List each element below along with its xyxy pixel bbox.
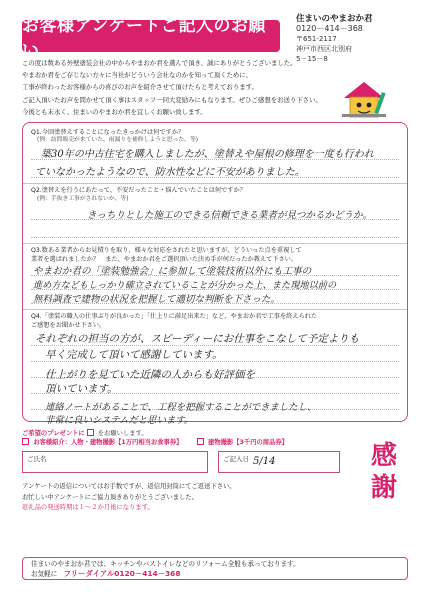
present-section: [22, 429, 288, 447]
page-title: お客様アンケートご記入のお願い: [22, 20, 280, 52]
footer-text: 住まいのやまおか君では、キッチンやバストイレなどのリフォーム全般も承っております。: [31, 560, 300, 568]
thanks-stamp: [360, 440, 408, 504]
question-3: Q3.数ある業者からお見積りを取り、様々な対応をされたと思いますが、どういった点を重視して: [31, 247, 302, 254]
answer-2-line-1: きっちりとした施工のできる信頼できる業者が見つかるかどうか。: [87, 210, 373, 221]
note-line: アンケートの返信についてはお手数ですが、返信用封筒にてご返送下さい。: [22, 483, 236, 490]
question-2-hint: (例：手抜き工事がされないか、等): [37, 196, 129, 202]
mascot-icon: [338, 76, 390, 122]
company-postal: 〒651-2117: [296, 35, 337, 43]
answer-3-line-1: やまおか君の「塗装勉強会」に参加して塗装技術以外にも工事の: [33, 266, 312, 277]
intro-text: [22, 57, 334, 118]
footer-banner: [22, 557, 408, 580]
present-check-suffix: をお願いします。: [97, 430, 148, 437]
question-2: Q2.塗替えを行うにあたって、不安だったこと・悩んでいたことは何ですか？: [31, 187, 246, 194]
thanks-char-1: 感: [370, 441, 397, 471]
intro-line: この度は数ある外壁塗装会社の中からやまおか君を選んで頂き、誠にありがとうございました。: [22, 59, 297, 67]
checkbox-icon: [87, 429, 94, 436]
date-field[interactable]: [218, 451, 340, 473]
name-label: ご氏名: [27, 455, 47, 463]
footer-second: お気軽に: [31, 570, 58, 578]
answer-4-line-5: 連絡ノートがあることで、工程を把握することができましたし、: [45, 402, 317, 413]
answer-4-line-3: 仕上がりを見ていた近隣の人からも好評価を: [45, 369, 255, 381]
intro-line: ご記入頂いたお声を間かせて頂く事はスタッフ一同大変励みにもなります。ぜひご感想をお送り下さい。: [22, 95, 322, 104]
intro-line: やまおか君をご存じない方々に当社がどういう会社なのかを知って頂くために、: [22, 71, 253, 80]
name-field[interactable]: [22, 451, 208, 473]
date-label: ご記入日: [223, 455, 249, 463]
question-4-cont: ご感想をお聞かせ下さい。: [31, 322, 106, 329]
company-address-1: 神戸市西区北別府: [296, 45, 352, 53]
answer-3-line-3: 無料調査で建物の状況を把握して適切な判断を下さった。: [33, 294, 281, 305]
answer-4-line-4: 頂いています。: [45, 383, 118, 395]
question-3-cont: 業者を選ばれましたか？ また、やまおか君をご選択頂いた決め手が何だったか教えて下さい。: [31, 256, 298, 263]
question-1-hint: (例：訪問販売が来ていた、雨漏りを補修しようと思った、等): [37, 137, 199, 143]
questionnaire-card: [22, 122, 408, 426]
answer-4-line-6: 非常に良いシステムだと思います。: [45, 415, 194, 426]
question-1: Q1.今回塗替えすることになったきっかけは何ですか？: [31, 129, 185, 136]
company-tel: 0120－414－368: [296, 24, 363, 33]
answer-1-line-1: 築30年の中古住宅を購入しましたが、塗替えや屋根の修理を一度も行われ: [41, 149, 374, 160]
question-4: Q4.「塗装の職人の仕事ぶりが良かった」「仕上りに満足出来た」など、やまおか君で工事を終えられた: [31, 313, 318, 320]
present-option-2-label: 建物撮影【3千円の商品券】: [208, 439, 288, 446]
intro-line: 今後とも末永く、住まいのやまおか君を宜しくお願い致します。: [22, 107, 207, 116]
answer-1-line-2: ていなかったようなので、防水性などに不安がありました。: [35, 167, 305, 178]
present-option-1-label: お客様紹介：人物・建物撮影【1万円相当お食事券】: [33, 439, 183, 446]
thanks-char-2: 謝: [370, 473, 397, 503]
company-name: 住まいのやまおか君: [296, 14, 373, 24]
present-title: ご希望のプレゼントに: [22, 430, 85, 437]
company-address-2: 5－15－8: [296, 55, 328, 63]
closing-notes: [22, 482, 236, 514]
answer-3-line-2: 進め方などもしっかり確立されていることが分かった上、また現地以前の: [33, 280, 337, 291]
present-option-1-checkbox[interactable]: [22, 438, 29, 445]
intro-line: 工事が終わったお客様からの喜びのお声を紹介させて頂けたらと考えております。: [22, 83, 258, 92]
footer-dial[interactable]: フリーダイアル0120－414－368: [63, 569, 181, 578]
note-line: お忙しい中アンケートにご協力頂きありがとうございました。: [22, 493, 198, 501]
date-value: 5/14: [253, 456, 276, 467]
answer-4-line-1: それぞれの担当の方が、スピーディーにお仕事をこなして予定よりも: [35, 333, 360, 345]
present-option-2-checkbox[interactable]: [197, 438, 204, 445]
answer-4-line-2: 早く完成して頂いて感謝しています。: [45, 349, 223, 361]
signature-fields: [22, 451, 340, 473]
note-line: 返礼品の発送時期は１～２か月後になります。: [22, 504, 154, 511]
